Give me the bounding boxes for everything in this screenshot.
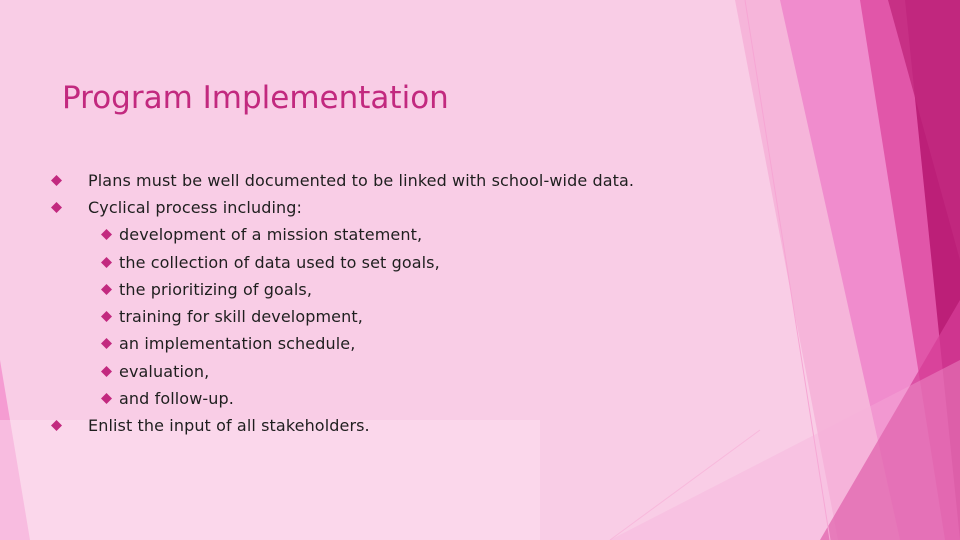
diamond-bullet-icon: [101, 257, 112, 268]
diamond-bullet-icon: [101, 366, 112, 377]
diamond-bullet-icon: [101, 393, 112, 404]
diamond-bullet-icon: [101, 311, 112, 322]
diamond-bullet-icon: [51, 202, 62, 213]
sub-bullet-item: [101, 253, 440, 272]
sub-bullet-item: [101, 280, 312, 299]
diamond-bullet-icon: [101, 338, 112, 349]
slide-title: Program Implementation: [62, 80, 449, 116]
diamond-bullet-icon: [101, 284, 112, 295]
sub-bullet-text: an implementation schedule,: [119, 334, 356, 353]
sub-bullet-text: training for skill development,: [119, 307, 363, 326]
bullet-text: Enlist the input of all stakeholders.: [88, 416, 370, 435]
diamond-bullet-icon: [51, 420, 62, 431]
bullet-item: [51, 171, 634, 190]
sub-bullet-text: evaluation,: [119, 362, 210, 381]
sub-bullet-item: [101, 389, 234, 408]
sub-bullet-item: [101, 334, 355, 353]
bottom-glow: [0, 420, 540, 540]
sub-bullet-text: and follow-up.: [119, 389, 234, 408]
bullet-text: Cyclical process including:: [88, 198, 302, 217]
sub-bullet-text: development of a mission statement,: [119, 225, 423, 244]
diamond-bullet-icon: [51, 175, 62, 186]
sub-bullet-item: [101, 362, 209, 381]
sub-bullet-text: the prioritizing of goals,: [119, 280, 313, 299]
bullet-text: Plans must be well documented to be linked with school-wide data.: [88, 171, 635, 190]
sub-bullet-item: [101, 225, 422, 244]
diamond-bullet-icon: [101, 229, 112, 240]
bottom-right-wash: [610, 360, 960, 540]
sub-bullet-text: the collection of data used to set goals,: [119, 253, 440, 272]
bullet-item: [51, 416, 370, 435]
sub-bullet-item: [101, 307, 363, 326]
bullet-item: [51, 198, 302, 217]
